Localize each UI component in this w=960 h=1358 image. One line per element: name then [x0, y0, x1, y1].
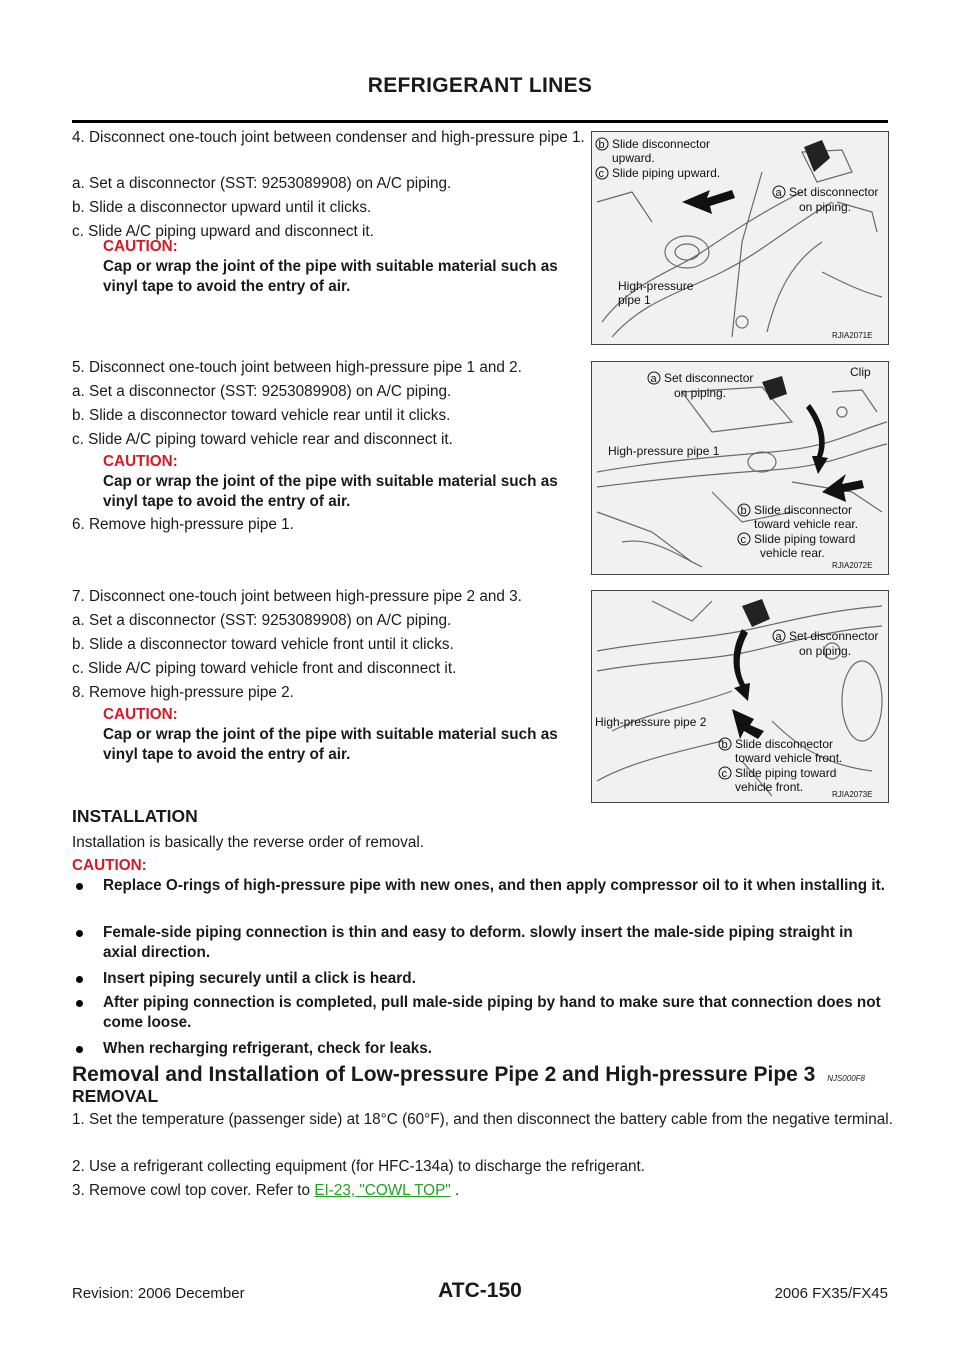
step-4c: c. Slide A/C piping upward and disconnect it. [72, 223, 374, 240]
installation-intro: Installation is basically the reverse order of removal. [72, 834, 424, 851]
svg-text:Set disconnector: Set disconnector [789, 629, 879, 643]
step-5c: c. Slide A/C piping toward vehicle rear and disconnect it. [72, 431, 453, 448]
bullet-icon [76, 883, 83, 890]
step-8-caution [103, 705, 587, 765]
step-4a: a. Set a disconnector (SST: 9253089908) on A/C piping. [72, 175, 452, 192]
bullet-icon [76, 1000, 83, 1007]
svg-text:b: b [721, 739, 728, 751]
svg-text:toward vehicle front.: toward vehicle front. [735, 751, 843, 765]
figure-rjia2073e [591, 590, 889, 803]
svg-text:b: b [598, 139, 605, 151]
svg-text:a: a [775, 631, 782, 643]
footer-page-code: ATC-150 [438, 1279, 522, 1302]
step-4-caution [103, 237, 587, 297]
svg-text:vehicle front.: vehicle front. [735, 780, 804, 794]
bullet-icon [76, 976, 83, 983]
removal-step-3: 3. Remove cowl top cover. Refer to EI-23, "COWL TOP" . [72, 1182, 460, 1199]
svg-text:Slide piping upward.: Slide piping upward. [612, 166, 721, 180]
step-7: 7. Disconnect one-touch joint between high-pressure pipe 2 and 3. [72, 588, 522, 605]
footer-model: 2006 FX35/FX45 [774, 1285, 888, 1302]
svg-text:on piping.: on piping. [799, 644, 852, 658]
step-6: 6. Remove high-pressure pipe 1. [72, 516, 294, 533]
step-7a: a. Set a disconnector (SST: 9253089908) on A/C piping. [72, 612, 452, 629]
footer-revision: Revision: 2006 December [72, 1285, 245, 1302]
svg-text:Slide disconnector: Slide disconnector [612, 137, 711, 151]
section-title: Removal and Installation of Low-pressure Pipe 2 and High-pressure Pipe 3 NJS000F8 [72, 1063, 865, 1086]
caution-bullet: Insert piping securely until a click is heard. [72, 969, 888, 989]
svg-text:on piping.: on piping. [674, 386, 727, 400]
caution-bullet: Replace O-rings of high-pressure pipe with new ones, and then apply compressor oil to it when installing it. [72, 876, 888, 896]
caution-text: Cap or wrap the joint of the pipe with suitable material such as vinyl tape to avoid the entry of air. [103, 258, 558, 295]
svg-text:toward vehicle rear.: toward vehicle rear. [754, 517, 859, 531]
removal-step-2: 2. Use a refrigerant collecting equipment (for HFC-134a) to discharge the refrigerant. [72, 1158, 646, 1175]
caution-bullet: Female-side piping connection is thin and easy to deform. slowly insert the male-side piping straight in axial direction. [72, 923, 888, 963]
svg-text:Slide piping toward: Slide piping toward [754, 532, 856, 546]
svg-text:Slide disconnector: Slide disconnector [735, 737, 834, 751]
step-7b: b. Slide a disconnector toward vehicle front until it clicks. [72, 636, 454, 653]
installation-heading: INSTALLATION [72, 806, 198, 826]
figure-rjia2072e [591, 361, 889, 575]
svg-text:High-pressure: High-pressure [618, 279, 694, 293]
svg-text:Slide disconnector: Slide disconnector [754, 503, 853, 517]
caution-bullet: When recharging refrigerant, check for leaks. [72, 1039, 888, 1059]
svg-text:b: b [740, 505, 747, 517]
svg-text:RJIA2071E: RJIA2071E [832, 331, 873, 340]
title-rule [72, 120, 888, 123]
figure-rjia2071e [591, 131, 889, 345]
svg-text:pipe 1: pipe 1 [618, 293, 651, 307]
figure-1-illustration [592, 132, 888, 344]
figure-2-illustration [592, 362, 888, 574]
step-7c: c. Slide A/C piping toward vehicle front and disconnect it. [72, 660, 457, 677]
svg-text:Set disconnector: Set disconnector [789, 185, 879, 199]
svg-text:Slide piping toward: Slide piping toward [735, 766, 837, 780]
step-4b: b. Slide a disconnector upward until it clicks. [72, 199, 372, 216]
step-5b: b. Slide a disconnector toward vehicle rear until it clicks. [72, 407, 451, 424]
svg-text:c: c [598, 168, 604, 180]
svg-text:a: a [775, 187, 782, 199]
installation-caution-label: CAUTION: [72, 857, 147, 874]
caution-label: CAUTION: [103, 706, 178, 723]
svg-text:Set disconnector: Set disconnector [664, 371, 754, 385]
bullet-icon [76, 1046, 83, 1053]
step-5-caution [103, 452, 587, 512]
svg-text:a: a [650, 373, 657, 385]
svg-text:c: c [740, 534, 746, 546]
step-5a: a. Set a disconnector (SST: 9253089908) on A/C piping. [72, 383, 452, 400]
caution-text: Cap or wrap the joint of the pipe with suitable material such as vinyl tape to avoid the entry of air. [103, 726, 558, 763]
step-8: 8. Remove high-pressure pipe 2. [72, 684, 294, 701]
svg-text:on piping.: on piping. [799, 200, 852, 214]
removal-heading: REMOVAL [72, 1086, 159, 1106]
cowl-top-link[interactable]: EI-23, "COWL TOP" [314, 1182, 451, 1199]
svg-text:High-pressure pipe 2: High-pressure pipe 2 [595, 715, 707, 729]
svg-text:upward.: upward. [612, 151, 655, 165]
bullet-icon [76, 930, 83, 937]
svg-text:High-pressure pipe 1: High-pressure pipe 1 [608, 444, 720, 458]
svg-text:vehicle rear.: vehicle rear. [760, 546, 825, 560]
page-title: REFRIGERANT LINES [367, 74, 593, 97]
step-4: 4. Disconnect one-touch joint between condenser and high-pressure pipe 1. [72, 129, 585, 146]
section-code: NJS000F8 [827, 1074, 865, 1083]
svg-text:Clip: Clip [850, 365, 871, 379]
svg-text:c: c [721, 768, 727, 780]
caution-text: Cap or wrap the joint of the pipe with suitable material such as vinyl tape to avoid the entry of air. [103, 473, 558, 510]
step-5: 5. Disconnect one-touch joint between high-pressure pipe 1 and 2. [72, 359, 522, 376]
svg-text:RJIA2073E: RJIA2073E [832, 790, 873, 799]
svg-text:RJIA2072E: RJIA2072E [832, 561, 873, 570]
removal-step-1: 1. Set the temperature (passenger side) at 18°C (60°F), and then disconnect the battery cable from the negative terminal. [72, 1111, 893, 1128]
caution-label: CAUTION: [103, 238, 178, 255]
caution-bullet: After piping connection is completed, pull male-side piping by hand to make sure that connection does not come loose. [72, 993, 888, 1033]
figure-3-illustration [592, 591, 888, 802]
caution-label: CAUTION: [103, 453, 178, 470]
